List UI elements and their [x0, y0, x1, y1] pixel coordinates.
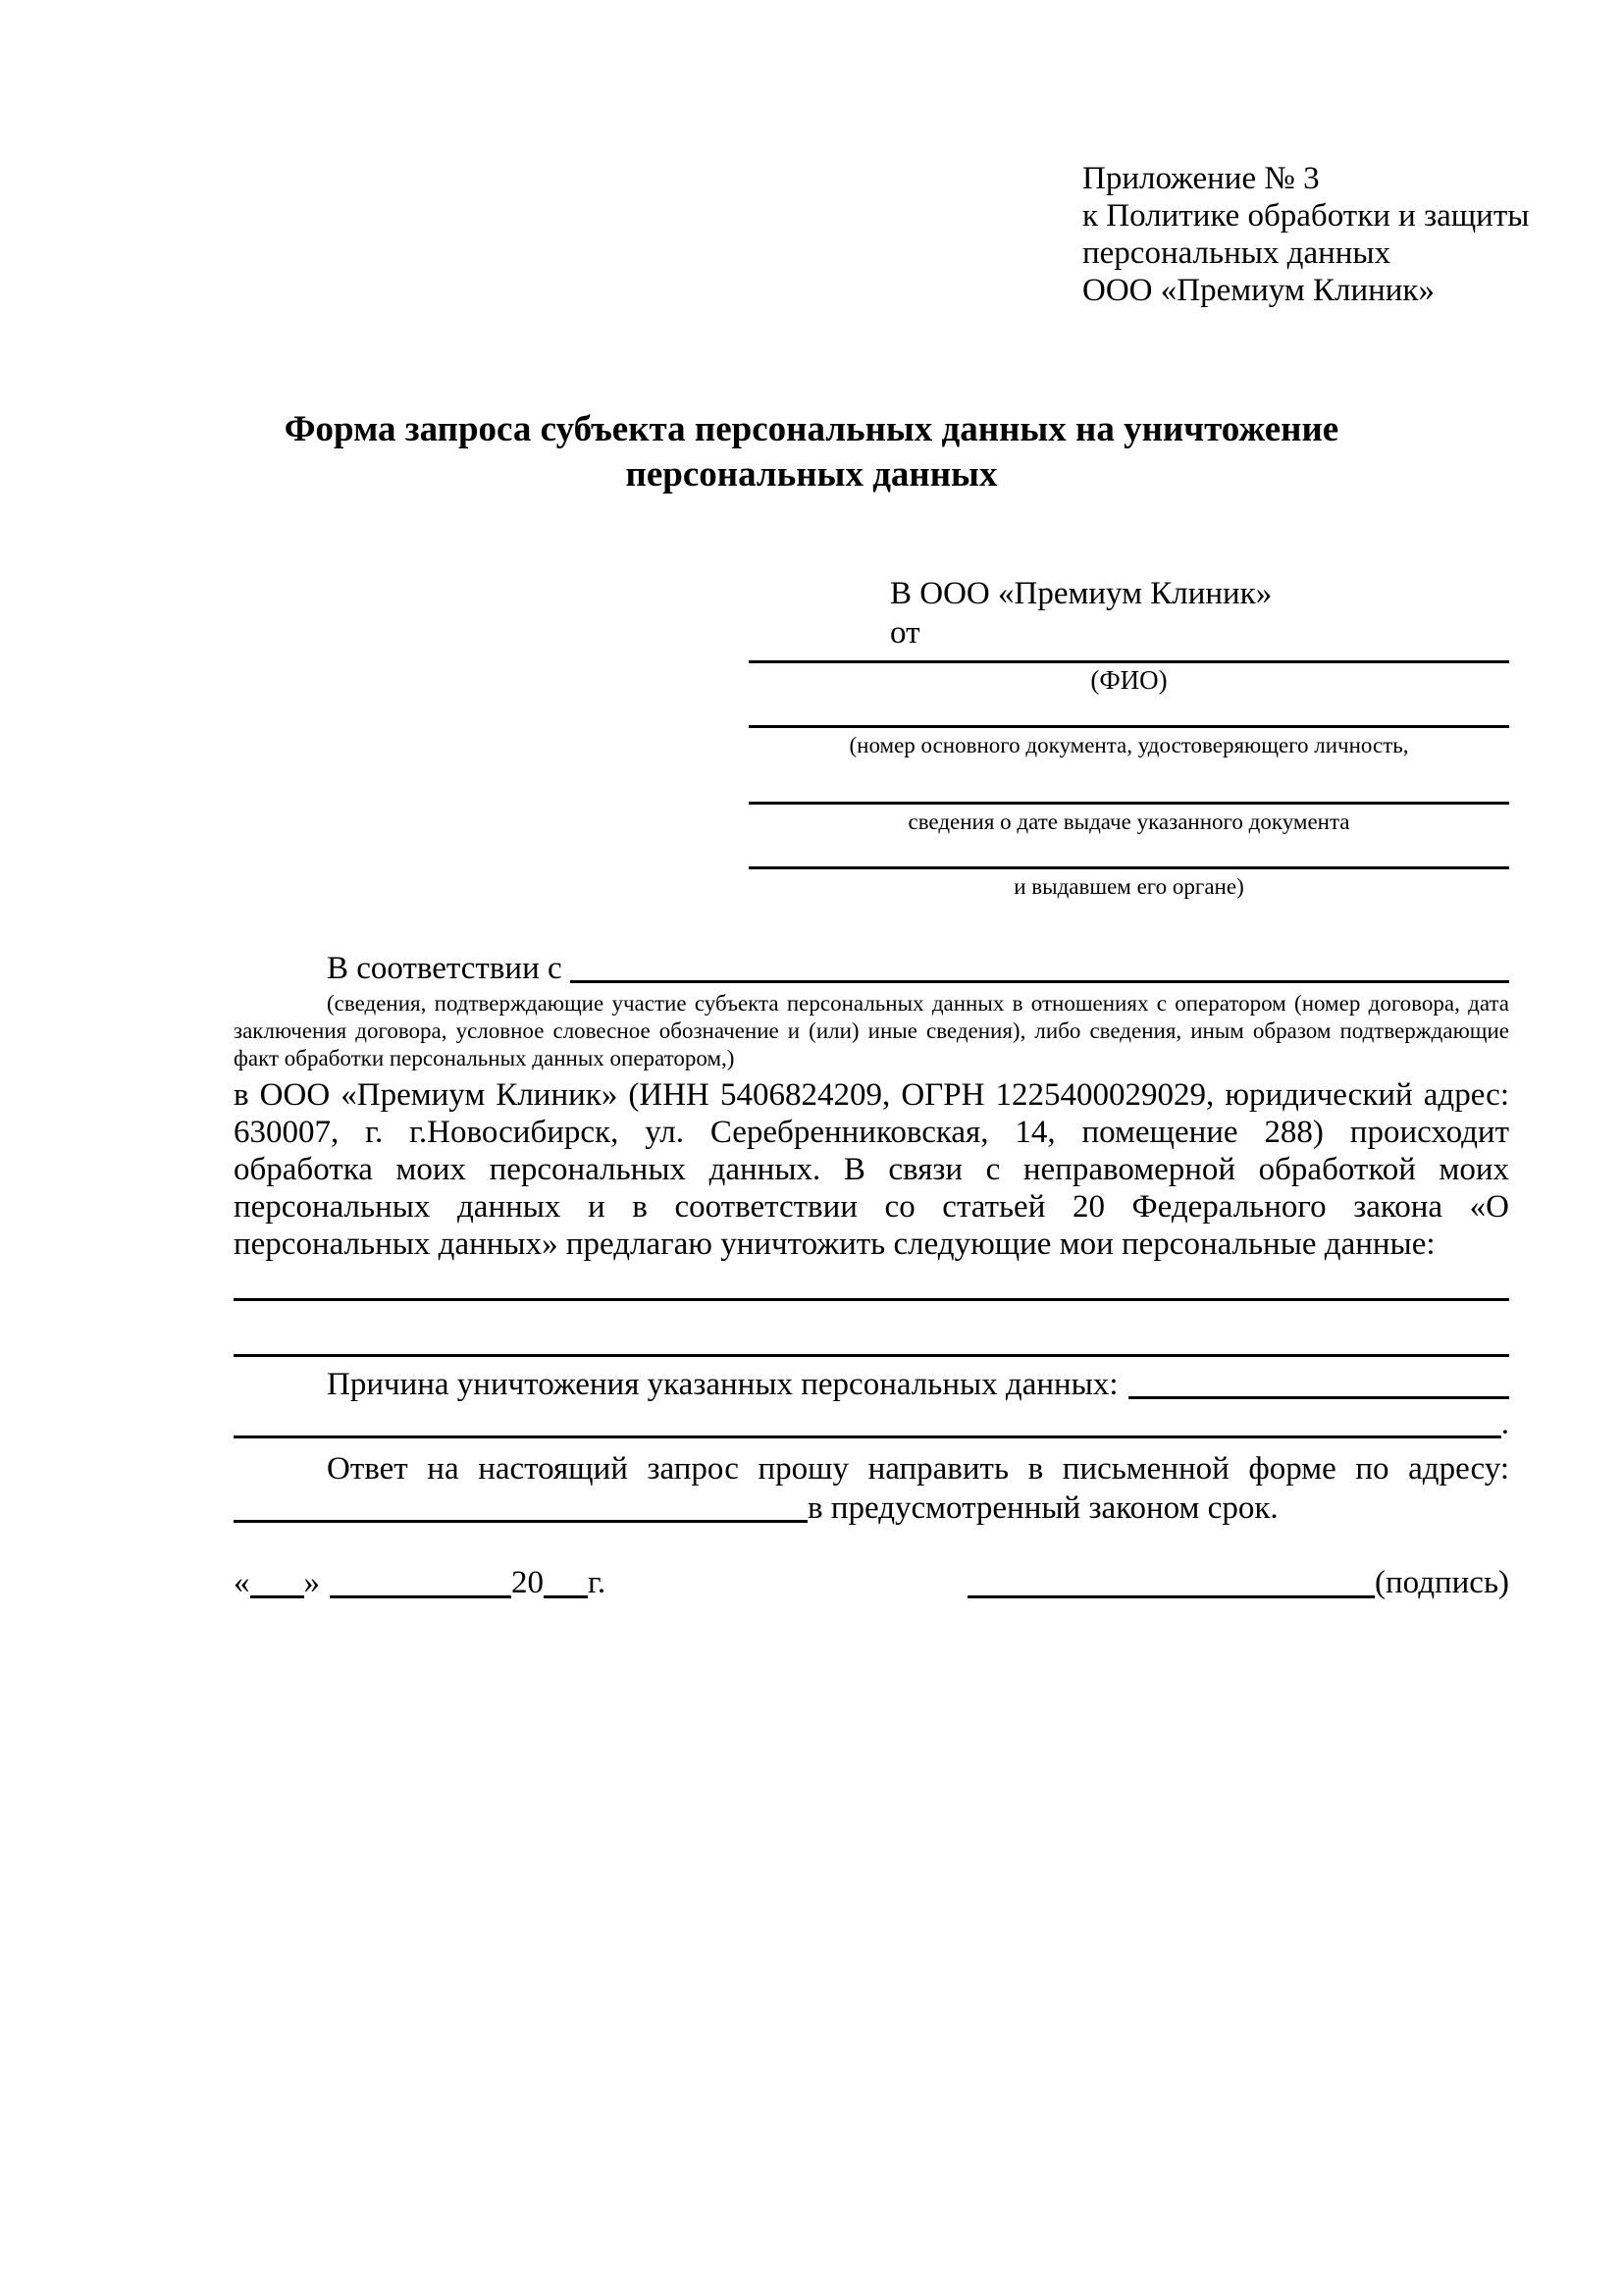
- answer-tail-text: в предусмотренный законом срок.: [808, 1490, 1279, 1526]
- reason-lead-text: Причина уничтожения указанных персональных данных:: [327, 1367, 1119, 1402]
- appendix-line: персональных данных: [1082, 235, 1391, 271]
- document-issue-date-caption: сведения о дате выдаче указанного документа: [908, 809, 1350, 834]
- date-month-fill-line: [330, 1561, 511, 1598]
- addressee-organization: В ООО «Премиум Клиник»: [890, 576, 1273, 611]
- form-title-line: персональных данных: [625, 454, 998, 495]
- appendix-line: к Политике обработки и защиты: [1082, 198, 1530, 234]
- fio-field: [749, 652, 1509, 694]
- fio-caption: (ФИО): [1090, 665, 1168, 695]
- date-year-fill-line: [544, 1561, 588, 1598]
- document-number-field: [749, 717, 1509, 758]
- accordance-fill-line: [570, 949, 1509, 983]
- answer-paragraph: Ответ на настоящий запрос прошу направить в письменной форме по адресу:: [327, 1451, 1509, 1487]
- accordance-note: (сведения, подтверждающие участие субъекта персональных данных в отношениях с оператором (номер договора, дата заключения договора, условное словесное обозначение и (или) иные сведения), либо сведения, иным образом подтверждающие факт обработки персональных данных оператором,): [234, 991, 1509, 1070]
- signature-field: [968, 1561, 1509, 1604]
- appendix-line: Приложение № 3: [1082, 161, 1320, 196]
- main-paragraph: в ООО «Премиум Клиник» (ИНН 5406824209, ОГРН 1225400029029, юридический адрес: 630007, г. г.Новосибирск, ул. Серебренниковская, 14, помещение 288) происходит обработка моих персональных данных. В связи с неправомерной обработкой моих персональных данных и в соответствии со статьей 20 Федерального закона «О персональных данных» предлагаю уничтожить следующие мои персональные данные:: [234, 1077, 1509, 1262]
- date-year-suffix: г.: [588, 1565, 606, 1600]
- fio-fill-line: [749, 652, 1509, 663]
- address-fill-line: [234, 1488, 808, 1523]
- personal-data-fill-line-1: [234, 1263, 1509, 1301]
- date-open-quote: «: [234, 1565, 250, 1600]
- date-year-prefix: 20: [511, 1565, 544, 1600]
- reason-continuation-row: [234, 1404, 1509, 1443]
- addressee-from-label: от: [890, 615, 920, 651]
- reason-fill-line: [1128, 1365, 1509, 1399]
- personal-data-fill-line-2: [234, 1301, 1509, 1357]
- document-issuer-caption: и выдавшем его органе): [1014, 874, 1244, 899]
- signature-fill-line: [968, 1561, 1375, 1598]
- document-issue-date-field: [749, 794, 1509, 835]
- document-issue-date-fill-line: [749, 794, 1509, 805]
- form-title-line: Форма запроса субъекта персональных данных на уничтожение: [284, 409, 1339, 449]
- document-number-caption: (номер основного документа, удостоверяющего личность,: [849, 733, 1409, 757]
- document-issuer-fill-line: [749, 859, 1509, 869]
- document-number-fill-line: [749, 717, 1509, 728]
- reason-line-period: .: [1500, 1406, 1509, 1441]
- appendix-line: ООО «Премиум Клиник»: [1082, 273, 1435, 308]
- document-issuer-field: [749, 859, 1509, 900]
- form-title: [174, 407, 1449, 497]
- accordance-row: [234, 949, 1509, 988]
- reason-fill-line-2: [234, 1404, 1501, 1438]
- answer-address-row: [234, 1488, 1509, 1528]
- date-field: [234, 1561, 605, 1604]
- addressee-block: [749, 574, 1509, 900]
- appendix-block: [1082, 160, 1530, 309]
- signature-caption: (подпись): [1375, 1565, 1509, 1600]
- signature-row: [234, 1561, 1509, 1604]
- accordance-lead-text: В соответствии с: [327, 951, 562, 986]
- date-day-fill-line: [250, 1561, 304, 1598]
- date-close-quote: »: [303, 1565, 320, 1600]
- reason-row: [234, 1365, 1509, 1404]
